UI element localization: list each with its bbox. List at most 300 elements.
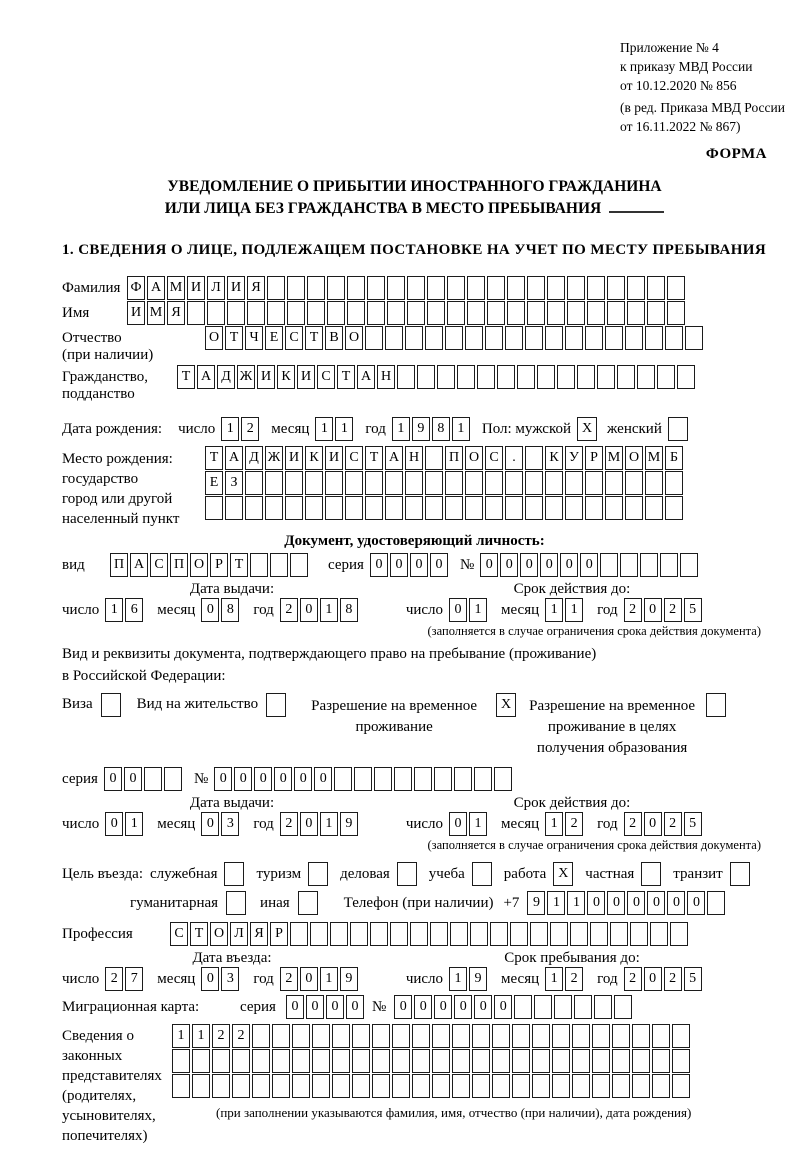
form-cell[interactable] bbox=[607, 276, 625, 300]
form-cell[interactable]: 2 bbox=[565, 967, 583, 991]
form-cell[interactable] bbox=[597, 365, 615, 389]
form-cell[interactable] bbox=[454, 767, 472, 791]
form-cell[interactable] bbox=[434, 767, 452, 791]
form-cell[interactable] bbox=[387, 276, 405, 300]
form-cell[interactable] bbox=[552, 1049, 570, 1073]
form-cell[interactable]: С bbox=[345, 446, 363, 470]
form-cell[interactable]: 0 bbox=[390, 553, 408, 577]
form-cell[interactable] bbox=[517, 365, 535, 389]
form-cell[interactable] bbox=[437, 365, 455, 389]
purpose-private-checkbox[interactable] bbox=[641, 862, 661, 886]
form-cell[interactable] bbox=[425, 446, 443, 470]
form-cell[interactable]: 1 bbox=[172, 1024, 190, 1048]
form-cell[interactable] bbox=[450, 922, 468, 946]
form-cell[interactable]: 0 bbox=[520, 553, 538, 577]
form-cell[interactable]: 0 bbox=[300, 967, 318, 991]
form-cell[interactable] bbox=[207, 301, 225, 325]
form-cell[interactable]: 1 bbox=[192, 1024, 210, 1048]
form-cell[interactable]: Д bbox=[217, 365, 235, 389]
form-cell[interactable] bbox=[267, 276, 285, 300]
form-cell[interactable] bbox=[405, 471, 423, 495]
form-cell[interactable]: 0 bbox=[306, 995, 324, 1019]
form-cell[interactable]: 0 bbox=[274, 767, 292, 791]
form-cell[interactable] bbox=[432, 1024, 450, 1048]
form-cell[interactable] bbox=[385, 326, 403, 350]
form-cell[interactable] bbox=[292, 1024, 310, 1048]
form-cell[interactable] bbox=[367, 301, 385, 325]
form-cell[interactable]: С bbox=[485, 446, 503, 470]
form-cell[interactable]: 1 bbox=[452, 417, 470, 441]
form-cell[interactable]: 9 bbox=[527, 891, 545, 915]
form-cell[interactable] bbox=[672, 1074, 690, 1098]
form-cell[interactable]: 1 bbox=[105, 598, 123, 622]
form-cell[interactable]: 0 bbox=[254, 767, 272, 791]
purpose-study-checkbox[interactable] bbox=[472, 862, 492, 886]
form-cell[interactable]: А bbox=[197, 365, 215, 389]
form-cell[interactable]: 0 bbox=[234, 767, 252, 791]
form-cell[interactable] bbox=[370, 922, 388, 946]
form-cell[interactable] bbox=[680, 553, 698, 577]
form-cell[interactable] bbox=[512, 1024, 530, 1048]
form-cell[interactable] bbox=[545, 326, 563, 350]
form-cell[interactable]: 0 bbox=[449, 598, 467, 622]
form-cell[interactable] bbox=[585, 326, 603, 350]
form-cell[interactable] bbox=[285, 471, 303, 495]
form-cell[interactable] bbox=[347, 276, 365, 300]
form-cell[interactable] bbox=[672, 1049, 690, 1073]
form-cell[interactable] bbox=[505, 326, 523, 350]
form-cell[interactable]: Л bbox=[230, 922, 248, 946]
form-cell[interactable] bbox=[252, 1024, 270, 1048]
form-cell[interactable] bbox=[310, 922, 328, 946]
form-cell[interactable]: 1 bbox=[221, 417, 239, 441]
form-cell[interactable] bbox=[447, 276, 465, 300]
purpose-humanitarian-checkbox[interactable] bbox=[226, 891, 246, 915]
form-cell[interactable]: 1 bbox=[320, 812, 338, 836]
form-cell[interactable]: 1 bbox=[469, 598, 487, 622]
form-cell[interactable] bbox=[227, 301, 245, 325]
form-cell[interactable] bbox=[312, 1074, 330, 1098]
form-cell[interactable] bbox=[574, 995, 592, 1019]
form-cell[interactable]: 0 bbox=[300, 812, 318, 836]
form-cell[interactable]: Я bbox=[247, 276, 265, 300]
form-cell[interactable]: 0 bbox=[644, 812, 662, 836]
form-cell[interactable] bbox=[672, 1024, 690, 1048]
form-cell[interactable] bbox=[172, 1049, 190, 1073]
form-cell[interactable]: П bbox=[445, 446, 463, 470]
form-cell[interactable] bbox=[485, 471, 503, 495]
form-cell[interactable]: 0 bbox=[286, 995, 304, 1019]
form-cell[interactable]: 0 bbox=[410, 553, 428, 577]
form-cell[interactable] bbox=[407, 276, 425, 300]
form-cell[interactable] bbox=[250, 553, 268, 577]
form-cell[interactable] bbox=[525, 496, 543, 520]
form-cell[interactable]: 0 bbox=[449, 812, 467, 836]
form-cell[interactable] bbox=[467, 276, 485, 300]
form-cell[interactable]: 2 bbox=[664, 812, 682, 836]
form-cell[interactable]: О bbox=[345, 326, 363, 350]
form-cell[interactable] bbox=[445, 326, 463, 350]
form-cell[interactable] bbox=[192, 1074, 210, 1098]
form-cell[interactable]: И bbox=[127, 301, 145, 325]
form-cell[interactable] bbox=[292, 1074, 310, 1098]
form-cell[interactable] bbox=[305, 471, 323, 495]
form-cell[interactable] bbox=[267, 301, 285, 325]
form-cell[interactable]: Б bbox=[665, 446, 683, 470]
form-cell[interactable] bbox=[425, 471, 443, 495]
form-cell[interactable]: С bbox=[170, 922, 188, 946]
form-cell[interactable]: Д bbox=[245, 446, 263, 470]
form-cell[interactable]: Ч bbox=[245, 326, 263, 350]
form-cell[interactable] bbox=[605, 471, 623, 495]
form-cell[interactable]: 5 bbox=[684, 812, 702, 836]
form-cell[interactable] bbox=[592, 1049, 610, 1073]
form-cell[interactable] bbox=[667, 276, 685, 300]
form-cell[interactable]: 8 bbox=[432, 417, 450, 441]
form-cell[interactable] bbox=[332, 1049, 350, 1073]
form-cell[interactable] bbox=[494, 767, 512, 791]
form-cell[interactable]: 9 bbox=[340, 967, 358, 991]
form-cell[interactable]: 2 bbox=[565, 812, 583, 836]
form-cell[interactable] bbox=[527, 276, 545, 300]
form-cell[interactable] bbox=[465, 471, 483, 495]
form-cell[interactable] bbox=[452, 1049, 470, 1073]
form-cell[interactable] bbox=[550, 922, 568, 946]
form-cell[interactable]: О bbox=[465, 446, 483, 470]
form-cell[interactable] bbox=[607, 301, 625, 325]
form-cell[interactable] bbox=[505, 496, 523, 520]
form-cell[interactable] bbox=[345, 496, 363, 520]
form-cell[interactable] bbox=[372, 1049, 390, 1073]
form-cell[interactable] bbox=[354, 767, 372, 791]
form-cell[interactable]: 2 bbox=[241, 417, 259, 441]
form-cell[interactable] bbox=[272, 1024, 290, 1048]
form-cell[interactable]: О bbox=[625, 446, 643, 470]
form-cell[interactable] bbox=[445, 471, 463, 495]
form-cell[interactable] bbox=[312, 1024, 330, 1048]
form-cell[interactable]: В bbox=[325, 326, 343, 350]
form-cell[interactable] bbox=[652, 1024, 670, 1048]
form-cell[interactable] bbox=[605, 326, 623, 350]
form-cell[interactable]: 5 bbox=[684, 598, 702, 622]
form-cell[interactable]: 2 bbox=[232, 1024, 250, 1048]
form-cell[interactable] bbox=[572, 1024, 590, 1048]
form-cell[interactable] bbox=[365, 496, 383, 520]
form-cell[interactable] bbox=[287, 301, 305, 325]
form-cell[interactable]: 1 bbox=[567, 891, 585, 915]
form-cell[interactable] bbox=[187, 301, 205, 325]
form-cell[interactable] bbox=[407, 301, 425, 325]
purpose-official-checkbox[interactable] bbox=[224, 862, 244, 886]
form-cell[interactable]: Я bbox=[250, 922, 268, 946]
form-cell[interactable] bbox=[367, 276, 385, 300]
form-cell[interactable] bbox=[392, 1024, 410, 1048]
form-cell[interactable]: 0 bbox=[124, 767, 142, 791]
form-cell[interactable]: 2 bbox=[664, 967, 682, 991]
form-cell[interactable] bbox=[452, 1074, 470, 1098]
form-cell[interactable] bbox=[285, 496, 303, 520]
form-cell[interactable]: 2 bbox=[280, 967, 298, 991]
form-cell[interactable]: И bbox=[325, 446, 343, 470]
form-cell[interactable] bbox=[565, 471, 583, 495]
form-cell[interactable] bbox=[565, 496, 583, 520]
form-cell[interactable] bbox=[492, 1074, 510, 1098]
form-cell[interactable] bbox=[512, 1049, 530, 1073]
form-cell[interactable]: 0 bbox=[105, 812, 123, 836]
form-cell[interactable] bbox=[350, 922, 368, 946]
form-cell[interactable]: К bbox=[545, 446, 563, 470]
form-cell[interactable]: 0 bbox=[201, 598, 219, 622]
form-cell[interactable] bbox=[412, 1074, 430, 1098]
form-cell[interactable] bbox=[577, 365, 595, 389]
form-cell[interactable]: 0 bbox=[480, 553, 498, 577]
form-cell[interactable] bbox=[590, 922, 608, 946]
form-cell[interactable] bbox=[425, 326, 443, 350]
form-cell[interactable]: 1 bbox=[545, 812, 563, 836]
sex-female-checkbox[interactable] bbox=[668, 417, 688, 441]
form-cell[interactable] bbox=[572, 1074, 590, 1098]
form-cell[interactable]: Р bbox=[210, 553, 228, 577]
form-cell[interactable] bbox=[327, 276, 345, 300]
form-cell[interactable]: 1 bbox=[320, 967, 338, 991]
form-cell[interactable]: М bbox=[147, 301, 165, 325]
form-cell[interactable]: У bbox=[565, 446, 583, 470]
form-cell[interactable] bbox=[394, 767, 412, 791]
form-cell[interactable] bbox=[600, 553, 618, 577]
form-cell[interactable] bbox=[565, 326, 583, 350]
form-cell[interactable] bbox=[532, 1074, 550, 1098]
form-cell[interactable]: Ж bbox=[237, 365, 255, 389]
form-cell[interactable]: 0 bbox=[430, 553, 448, 577]
form-cell[interactable] bbox=[212, 1074, 230, 1098]
form-cell[interactable] bbox=[272, 1074, 290, 1098]
form-cell[interactable]: 0 bbox=[370, 553, 388, 577]
form-cell[interactable] bbox=[212, 1049, 230, 1073]
form-cell[interactable] bbox=[232, 1049, 250, 1073]
form-cell[interactable]: 1 bbox=[392, 417, 410, 441]
form-cell[interactable] bbox=[427, 276, 445, 300]
form-cell[interactable] bbox=[472, 1049, 490, 1073]
form-cell[interactable] bbox=[290, 553, 308, 577]
form-cell[interactable] bbox=[265, 496, 283, 520]
form-cell[interactable] bbox=[665, 326, 683, 350]
form-cell[interactable]: 2 bbox=[280, 812, 298, 836]
form-cell[interactable] bbox=[552, 1024, 570, 1048]
form-cell[interactable] bbox=[652, 1049, 670, 1073]
form-cell[interactable] bbox=[465, 326, 483, 350]
form-cell[interactable] bbox=[332, 1074, 350, 1098]
form-cell[interactable]: 1 bbox=[449, 967, 467, 991]
form-cell[interactable]: А bbox=[225, 446, 243, 470]
form-cell[interactable] bbox=[307, 276, 325, 300]
form-cell[interactable] bbox=[292, 1049, 310, 1073]
form-cell[interactable] bbox=[245, 496, 263, 520]
form-cell[interactable] bbox=[632, 1074, 650, 1098]
form-cell[interactable] bbox=[547, 301, 565, 325]
form-cell[interactable] bbox=[612, 1074, 630, 1098]
form-cell[interactable]: Я bbox=[167, 301, 185, 325]
form-cell[interactable]: Е bbox=[205, 471, 223, 495]
form-cell[interactable]: 6 bbox=[125, 598, 143, 622]
form-cell[interactable]: 0 bbox=[627, 891, 645, 915]
form-cell[interactable] bbox=[645, 496, 663, 520]
form-cell[interactable]: 8 bbox=[340, 598, 358, 622]
form-cell[interactable] bbox=[252, 1074, 270, 1098]
form-cell[interactable] bbox=[325, 471, 343, 495]
form-cell[interactable]: 1 bbox=[335, 417, 353, 441]
temp-residence-checkbox[interactable]: X bbox=[496, 693, 516, 717]
form-cell[interactable]: И bbox=[187, 276, 205, 300]
form-cell[interactable]: 0 bbox=[300, 598, 318, 622]
form-cell[interactable]: 2 bbox=[624, 598, 642, 622]
form-cell[interactable] bbox=[532, 1049, 550, 1073]
form-cell[interactable]: 9 bbox=[469, 967, 487, 991]
form-cell[interactable]: 2 bbox=[664, 598, 682, 622]
form-cell[interactable] bbox=[232, 1074, 250, 1098]
form-cell[interactable] bbox=[345, 471, 363, 495]
purpose-tourism-checkbox[interactable] bbox=[308, 862, 328, 886]
sex-male-checkbox[interactable]: X bbox=[577, 417, 597, 441]
form-cell[interactable]: 1 bbox=[320, 598, 338, 622]
form-cell[interactable] bbox=[352, 1074, 370, 1098]
form-cell[interactable]: Т bbox=[205, 446, 223, 470]
form-cell[interactable]: Т bbox=[225, 326, 243, 350]
form-cell[interactable] bbox=[497, 365, 515, 389]
form-cell[interactable] bbox=[372, 1024, 390, 1048]
form-cell[interactable] bbox=[647, 276, 665, 300]
form-cell[interactable]: 1 bbox=[545, 598, 563, 622]
form-cell[interactable] bbox=[585, 496, 603, 520]
form-cell[interactable] bbox=[385, 471, 403, 495]
form-cell[interactable] bbox=[452, 1024, 470, 1048]
form-cell[interactable] bbox=[685, 326, 703, 350]
form-cell[interactable] bbox=[567, 301, 585, 325]
form-cell[interactable] bbox=[164, 767, 182, 791]
form-cell[interactable] bbox=[365, 326, 383, 350]
form-cell[interactable] bbox=[270, 553, 288, 577]
form-cell[interactable] bbox=[372, 1074, 390, 1098]
form-cell[interactable]: Р bbox=[270, 922, 288, 946]
form-cell[interactable]: 0 bbox=[647, 891, 665, 915]
form-cell[interactable] bbox=[392, 1074, 410, 1098]
form-cell[interactable] bbox=[307, 301, 325, 325]
form-cell[interactable] bbox=[144, 767, 162, 791]
form-cell[interactable] bbox=[625, 471, 643, 495]
form-cell[interactable] bbox=[610, 922, 628, 946]
form-cell[interactable]: 0 bbox=[667, 891, 685, 915]
form-cell[interactable]: 2 bbox=[624, 967, 642, 991]
form-cell[interactable]: 0 bbox=[474, 995, 492, 1019]
form-cell[interactable] bbox=[352, 1024, 370, 1048]
form-cell[interactable] bbox=[247, 301, 265, 325]
form-cell[interactable]: А bbox=[357, 365, 375, 389]
form-cell[interactable]: 0 bbox=[494, 995, 512, 1019]
form-cell[interactable] bbox=[567, 276, 585, 300]
form-cell[interactable] bbox=[627, 276, 645, 300]
edu-residence-checkbox[interactable] bbox=[706, 693, 726, 717]
form-cell[interactable] bbox=[392, 1049, 410, 1073]
form-cell[interactable] bbox=[205, 496, 223, 520]
form-cell[interactable] bbox=[534, 995, 552, 1019]
form-cell[interactable] bbox=[645, 326, 663, 350]
form-cell[interactable] bbox=[585, 471, 603, 495]
form-cell[interactable] bbox=[665, 471, 683, 495]
form-cell[interactable]: Ф bbox=[127, 276, 145, 300]
form-cell[interactable] bbox=[427, 301, 445, 325]
form-cell[interactable] bbox=[432, 1049, 450, 1073]
form-cell[interactable]: 2 bbox=[280, 598, 298, 622]
form-cell[interactable] bbox=[632, 1024, 650, 1048]
form-cell[interactable]: Т bbox=[190, 922, 208, 946]
form-cell[interactable] bbox=[605, 496, 623, 520]
form-cell[interactable]: 0 bbox=[201, 812, 219, 836]
form-cell[interactable]: Н bbox=[405, 446, 423, 470]
form-cell[interactable] bbox=[287, 276, 305, 300]
form-cell[interactable] bbox=[507, 301, 525, 325]
form-cell[interactable] bbox=[545, 471, 563, 495]
form-cell[interactable] bbox=[405, 326, 423, 350]
form-cell[interactable] bbox=[492, 1049, 510, 1073]
form-cell[interactable]: М bbox=[167, 276, 185, 300]
form-cell[interactable]: Л bbox=[207, 276, 225, 300]
form-cell[interactable] bbox=[530, 922, 548, 946]
form-cell[interactable]: 1 bbox=[565, 598, 583, 622]
form-cell[interactable] bbox=[592, 1024, 610, 1048]
form-cell[interactable] bbox=[225, 496, 243, 520]
form-cell[interactable] bbox=[510, 922, 528, 946]
form-cell[interactable] bbox=[272, 1049, 290, 1073]
form-cell[interactable] bbox=[620, 553, 638, 577]
form-cell[interactable]: 2 bbox=[624, 812, 642, 836]
form-cell[interactable]: М bbox=[605, 446, 623, 470]
form-cell[interactable]: О bbox=[190, 553, 208, 577]
form-cell[interactable] bbox=[445, 496, 463, 520]
form-cell[interactable]: Е bbox=[265, 326, 283, 350]
form-cell[interactable] bbox=[390, 922, 408, 946]
form-cell[interactable] bbox=[507, 276, 525, 300]
form-cell[interactable] bbox=[592, 1074, 610, 1098]
form-cell[interactable] bbox=[417, 365, 435, 389]
form-cell[interactable]: С bbox=[285, 326, 303, 350]
form-cell[interactable] bbox=[614, 995, 632, 1019]
form-cell[interactable] bbox=[505, 471, 523, 495]
form-cell[interactable] bbox=[312, 1049, 330, 1073]
form-cell[interactable]: П bbox=[110, 553, 128, 577]
form-cell[interactable]: Ж bbox=[265, 446, 283, 470]
form-cell[interactable] bbox=[545, 496, 563, 520]
form-cell[interactable] bbox=[652, 1074, 670, 1098]
form-cell[interactable] bbox=[374, 767, 392, 791]
form-cell[interactable] bbox=[547, 276, 565, 300]
form-cell[interactable]: А bbox=[385, 446, 403, 470]
form-cell[interactable]: Т bbox=[230, 553, 248, 577]
form-cell[interactable] bbox=[657, 365, 675, 389]
form-cell[interactable]: 0 bbox=[560, 553, 578, 577]
form-cell[interactable]: С bbox=[150, 553, 168, 577]
form-cell[interactable] bbox=[572, 1049, 590, 1073]
form-cell[interactable] bbox=[625, 496, 643, 520]
form-cell[interactable]: 0 bbox=[580, 553, 598, 577]
form-cell[interactable] bbox=[330, 922, 348, 946]
form-cell[interactable] bbox=[612, 1024, 630, 1048]
form-cell[interactable]: К bbox=[277, 365, 295, 389]
purpose-transit-checkbox[interactable] bbox=[730, 862, 750, 886]
form-cell[interactable] bbox=[640, 553, 658, 577]
form-cell[interactable] bbox=[414, 767, 432, 791]
form-cell[interactable]: . bbox=[505, 446, 523, 470]
form-cell[interactable]: Т bbox=[365, 446, 383, 470]
form-cell[interactable]: 1 bbox=[469, 812, 487, 836]
